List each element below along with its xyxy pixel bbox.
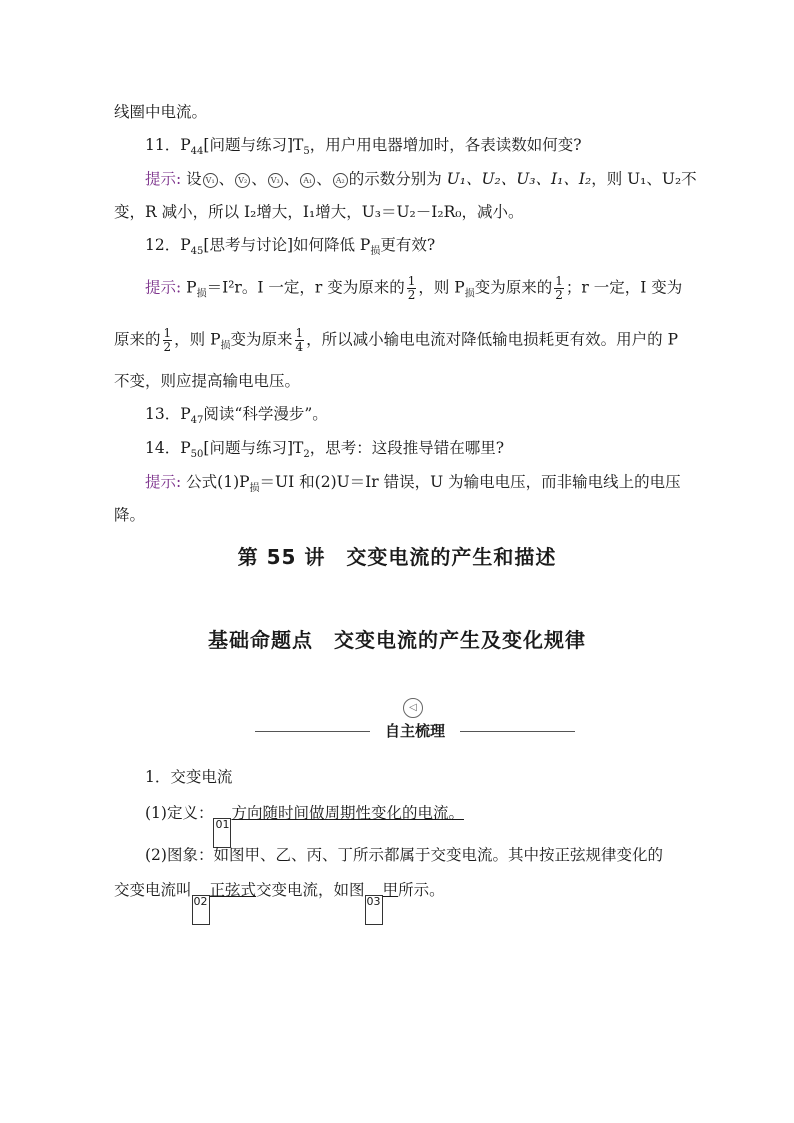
text: 公式(1)P [181,473,250,491]
hint-12-cont [114,327,680,354]
text: ，所以减小输电电流对降低输电损耗更有效。用户的 P [306,330,679,349]
text: 交变电流叫 [114,881,192,899]
subscript: 45 [190,246,204,258]
leaf-icon: ◁ [403,698,423,718]
variables: U₁、U₂、U₃、I₁、I₂ [446,170,592,188]
fraction-one-quarter: $\frac{1}{4}$ [295,326,304,354]
text: ，思考：这段推导错在哪里? [309,439,505,457]
text: 14．P [145,439,191,457]
text: 线圈中电流。 [114,103,208,121]
subscript: 44 [190,146,204,158]
text: ＝UI 和(2)U＝Ir 错误，U 为输电电压，而非输电线上的电压 [259,473,681,491]
hint-label: 提示: [145,278,182,297]
fraction-one-half: $\frac{1}{2}$ [555,274,563,302]
subsection-label: 自主梳理 [384,722,445,740]
text: 12．P [145,236,191,254]
voltmeter-icon: V₃ [268,173,283,188]
answer-box-01: 01 [213,818,231,848]
text: ，用户用电器增加时，各表读数如何变? [309,136,582,154]
definition [145,803,711,848]
question-11 [145,135,711,158]
subscript: 47 [190,415,204,427]
text: 阅读“科学漫步”。 [203,405,328,423]
chapter-title: 第 55 讲 交变电流的产生和描述 [237,545,557,569]
hint-label: 提示: [145,473,182,491]
hint-12-end [114,371,680,391]
subscript: 50 [190,449,204,461]
answer-box-03: 03 [365,895,383,925]
text: 所示。 [398,881,445,899]
ammeter-icon: A₂ [333,173,348,188]
text: 变为原来的 [474,278,553,297]
subscript: 损 [249,483,260,495]
hint-11-cont [114,202,680,222]
text: 更有效? [380,236,436,254]
hint-12 [145,275,711,302]
text: (2)图象：如图甲、乙、丙、丁所示都属于交变电流。其中按正弦规律变化的 [145,846,663,864]
section-title: 基础命题点 交变电流的产生及变化规律 [208,628,586,652]
answer-box-02: 02 [192,895,210,925]
voltmeter-icon: V₁ [203,173,218,188]
text: [问题与练习]T [203,136,304,154]
text: ，则 P [418,278,465,297]
item-1 [145,767,711,787]
hint-14 [145,472,711,495]
answer-text: 正弦式 [209,881,257,899]
answer-text: 甲 [382,881,399,899]
question-12 [145,235,711,258]
question-14 [145,438,711,461]
text: 变为原来 [230,330,293,349]
text: 变，R 减小，所以 I₂增大，I₁增大，U₃＝U₂－I₂R₀，减小。 [114,203,524,221]
text: 的示数分别为 [348,170,447,188]
fraction-one-half: $\frac{1}{2}$ [163,326,172,354]
text-line-1 [114,102,680,122]
text: 不变，则应提高输电电压。 [114,372,301,390]
ammeter-icon: A₁ [300,173,315,188]
text: (1)定义： [145,804,214,822]
answer-text: 方向随时间做周期性变化的电流。 [231,804,464,822]
hint-11: 提示: 设 V₁ 、 V₂ 、 V₃ 、 A₁ 、 A₂ 的示数分别为 U₁、U₂、U₃、I₁、I₂，则 U₁、U₂不 [145,170,697,188]
text: ，则 U₁、U₂不 [591,170,697,188]
fraction-one-half: $\frac{1}{2}$ [407,274,416,302]
subscript: 损 [464,288,475,300]
subscript: 5 [303,146,310,158]
text: 13．P [145,405,191,423]
text: ，则 P [174,330,221,349]
text: ＝I²r。I 一定，r 变为原来的 [206,278,405,297]
text: P [181,278,197,297]
image-description-cont [114,880,680,925]
image-description [145,845,711,865]
hint-14-cont [114,505,680,525]
text: 降。 [114,506,146,524]
text: [思考与讨论]如何降低 P [203,236,371,254]
hint-label: 提示: [145,170,182,188]
text: 设 [181,170,202,188]
text: 1．交变电流 [145,768,233,786]
text: [问题与练习]T [203,439,304,457]
text: 原来的 [114,330,161,349]
voltmeter-icon: V₂ [235,173,250,188]
subsection-header [255,721,575,741]
subscript: 损 [370,246,381,258]
subscript: 2 [303,449,310,461]
text: 交变电流，如图 [256,881,365,899]
question-13 [145,404,711,427]
subscript: 损 [196,288,207,300]
text: 11．P [145,136,191,154]
text: ；r 一定，I 变为 [565,278,683,297]
subscript: 损 [220,340,231,352]
